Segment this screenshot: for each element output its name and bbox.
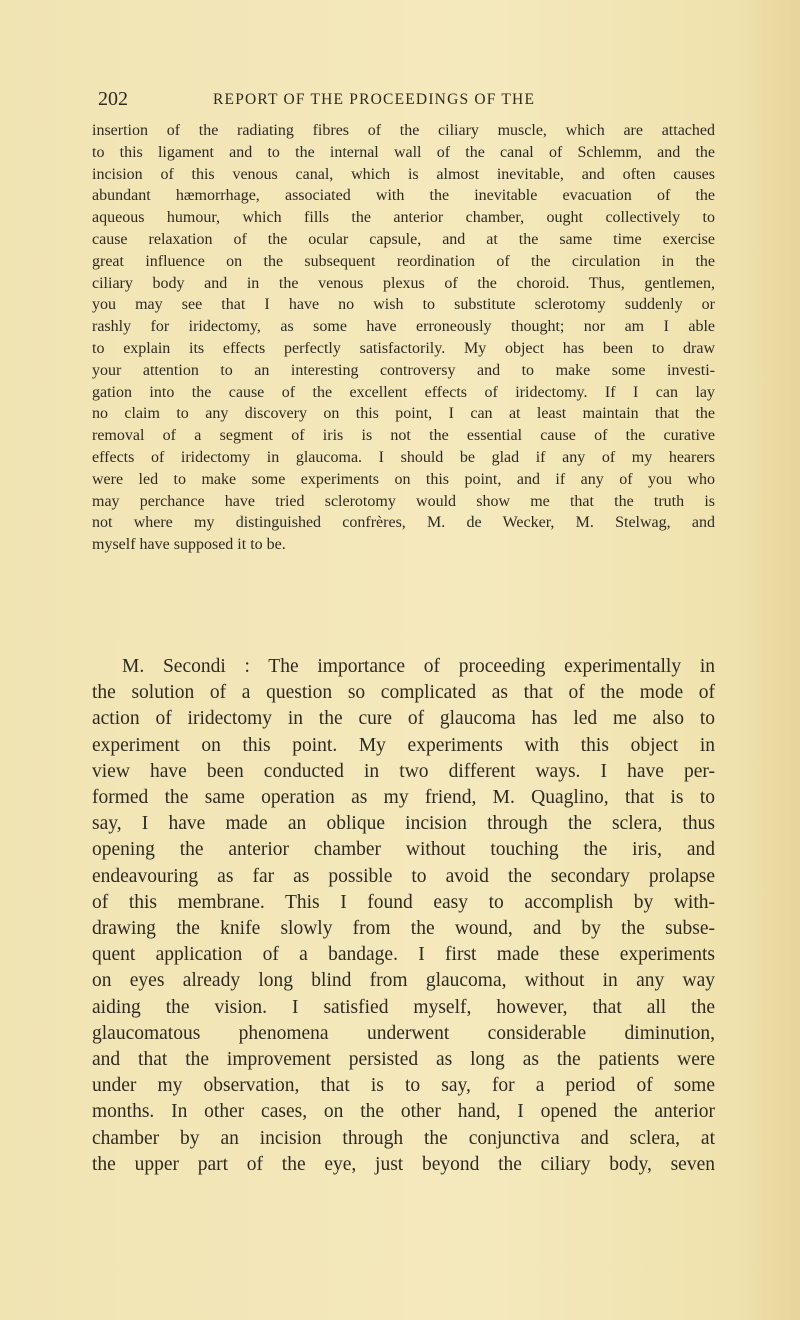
text-line: formed the same operation as my friend, M. Quaglino, that is to bbox=[92, 787, 715, 809]
text-line: the upper part of the eye, just beyond the ciliary body, seven bbox=[92, 1153, 715, 1175]
text-line: M. Secondi : The importance of proceeding experimentally in bbox=[122, 656, 715, 677]
text-line: of this membrane. This I found easy to accomplish by with- bbox=[92, 891, 715, 913]
text-line: ciliary body and in the venous plexus of the choroid. Thus, gentlemen, bbox=[92, 274, 715, 292]
text-line: rashly for iridectomy, as some have erroneously thought; nor am I able bbox=[92, 318, 715, 336]
text-line: you may see that I have no wish to substitute sclerotomy suddenly or bbox=[92, 296, 715, 314]
text-line: gation into the cause of the excellent effects of iridectomy. If I can lay bbox=[92, 383, 715, 401]
text-line: and that the improvement persisted as long as the patients were bbox=[92, 1049, 715, 1071]
paragraph-1 bbox=[92, 120, 715, 556]
text-line: endeavouring as far as possible to avoid the secondary prolapse bbox=[92, 865, 715, 887]
text-line: drawing the knife slowly from the wound, and by the subse- bbox=[92, 918, 715, 940]
text-line: glaucomatous phenomena underwent considerable diminution, bbox=[92, 1022, 715, 1044]
text-line: to explain its effects perfectly satisfactorily. My object has been to draw bbox=[92, 339, 715, 357]
text-line: effects of iridectomy in glaucoma. I should be glad if any of my hearers bbox=[92, 448, 715, 466]
text-line: to this ligament and to the internal wall of the canal of Schlemm, and the bbox=[92, 143, 715, 161]
text-line: no claim to any discovery on this point, I can at least maintain that the bbox=[92, 405, 715, 423]
text-line: view have been conducted in two different ways. I have per- bbox=[92, 760, 715, 782]
text-line: on eyes already long blind from glaucoma, without in any way bbox=[92, 970, 715, 992]
text-line: great influence on the subsequent reordination of the circulation in the bbox=[92, 252, 715, 270]
text-line: aiding the vision. I satisfied myself, however, that all the bbox=[92, 996, 715, 1018]
text-line: under my observation, that is to say, for a period of some bbox=[92, 1075, 715, 1097]
text-line: were led to make some experiments on this point, and if any of you who bbox=[92, 470, 715, 488]
text-line: aqueous humour, which fills the anterior chamber, ought collectively to bbox=[92, 209, 715, 227]
text-line: insertion of the radiating fibres of the ciliary muscle, which are attached bbox=[92, 122, 715, 139]
text-line: say, I have made an oblique incision through the sclera, thus bbox=[92, 813, 715, 835]
text-line: incision of this venous canal, which is almost inevitable, and often causes bbox=[92, 165, 715, 183]
text-line: experiment on this point. My experiments with this object in bbox=[92, 734, 715, 756]
text-line: the solution of a question so complicated as that of the mode of bbox=[92, 682, 715, 704]
text-line: quent application of a bandage. I first made these experiments bbox=[92, 944, 715, 966]
running-title: REPORT OF THE PROCEEDINGS OF THE bbox=[213, 91, 536, 108]
text-line: not where my distinguished confrères, M. de Wecker, M. Stelwag, and bbox=[92, 514, 715, 532]
text-line: removal of a segment of iris is not the essential cause of the curative bbox=[92, 427, 715, 445]
text-line: abundant hæmorrhage, associated with the inevitable evacuation of the bbox=[92, 187, 715, 205]
text-line: opening the anterior chamber without touching the iris, and bbox=[92, 839, 715, 861]
text-line: action of iridectomy in the cure of glaucoma has led me also to bbox=[92, 708, 715, 730]
text-line: cause relaxation of the ocular capsule, and at the same time exercise bbox=[92, 230, 715, 248]
paragraph-2 bbox=[92, 654, 715, 1178]
text-line: may perchance have tried sclerotomy would show me that the truth is bbox=[92, 492, 715, 510]
text-line: myself have supposed it to be. bbox=[92, 536, 286, 554]
page-number: 202 bbox=[98, 88, 128, 110]
text-line: your attention to an interesting controversy and to make some investi- bbox=[92, 361, 715, 379]
text-line: chamber by an incision through the conjunctiva and sclera, at bbox=[92, 1127, 715, 1149]
text-line: months. In other cases, on the other hand, I opened the anterior bbox=[92, 1101, 715, 1123]
